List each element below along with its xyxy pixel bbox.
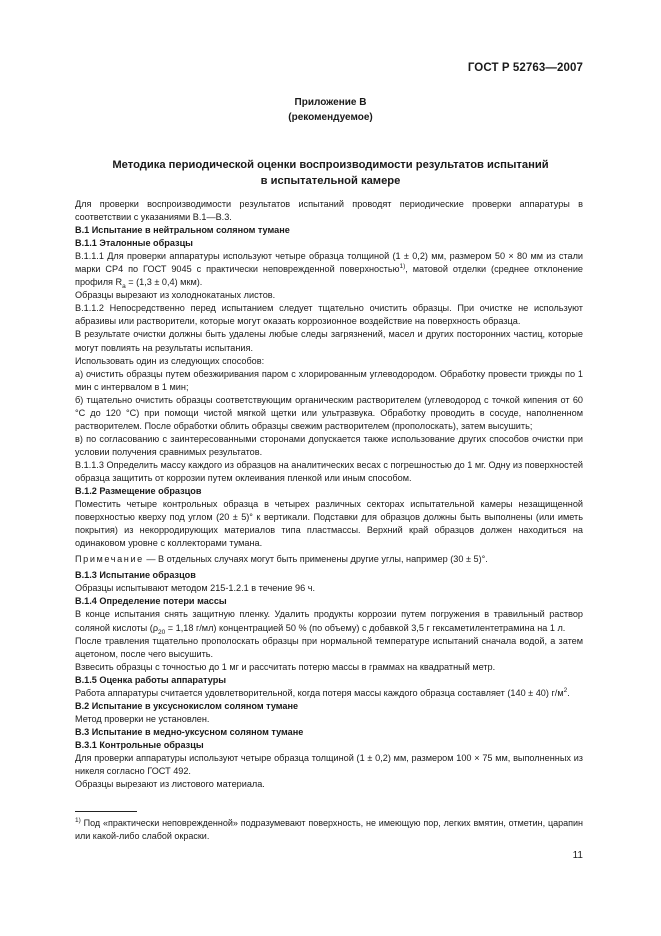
- section-title-line-2: в испытательной камере: [260, 175, 401, 187]
- heading-b11: В.1.1 Эталонные образцы: [75, 238, 193, 249]
- paragraph-result: В результате очистки должны быть удалены любые следы загрязнений, масел и других посторонних частиц, которые могут повлиять на результаты испытания.: [75, 329, 583, 353]
- footnote-text: Под «практически неповрежденной» подразумевают поверхность, не имеющую пор, легких вмятин, отметин, царапин или какой-либо слабой окраски.: [75, 818, 583, 841]
- note-label: Примечание: [75, 554, 144, 565]
- footnote-divider: [75, 811, 137, 812]
- rho-subscript: 20: [158, 628, 166, 636]
- ra-subscript: a: [122, 283, 126, 291]
- list-item-v: в) по согласованию с заинтересованными сторонами допускается также использование других способов очистки при условии получения сравнимых результатов.: [75, 433, 583, 457]
- footnote-marker: 1): [75, 817, 81, 824]
- section-title-line-1: Методика периодической оценки воспроизводимости результатов испытаний: [112, 159, 549, 171]
- b111-text-b: , матовой отделки (среднее отклонение профиля R: [75, 264, 583, 288]
- heading-b31: В.3.1 Контрольные образцы: [75, 739, 204, 750]
- paragraph-b15: [75, 687, 583, 700]
- paragraph-methods: Использовать один из следующих способов:: [75, 355, 265, 366]
- heading-b15: В.1.5 Оценка работы аппаратуры: [75, 674, 227, 685]
- b15-text-a: Работа аппаратуры считается удовлетворительной, когда потеря массы каждого образца составляет (140 ± 40) г/м: [75, 687, 564, 698]
- m2-superscript: 2: [563, 686, 568, 694]
- heading-b2: В.2 Испытание в уксуснокислом соляном тумане: [75, 700, 299, 711]
- paragraph-weigh: Взвесить образцы с точностью до 1 мг и рассчитать потерю массы в граммах на квадратный метр.: [75, 661, 496, 672]
- footnote: [75, 817, 583, 843]
- annex-heading: [0, 95, 661, 125]
- paragraph-b2: Метод проверки не установлен.: [75, 713, 210, 724]
- b15-text-b: .: [567, 687, 570, 698]
- paragraph-b111: [75, 250, 583, 289]
- paragraph-b113: В.1.1.3 Определить массу каждого из образцов на аналитических весах с погрешностью до 1 мг. Одну из поверхностей образца защитить от коррозии путем оклеивания пленкой или иным способом.: [75, 459, 583, 483]
- page-number: 11: [572, 850, 583, 861]
- heading-b1: В.1 Испытание в нейтральном соляном тумане: [75, 225, 290, 236]
- b14-text-b: = 1,18 г/мл) концентрацией 50 % (по объему) с добавкой 3,5 г гексаметилентетрамина на 1 л.: [165, 622, 566, 633]
- paragraph-b13: Образцы испытывают методом 215-1.2.1 в течение 96 ч.: [75, 583, 316, 594]
- b111-text-a: В.1.1.1 Для проверки аппаратуры используют четыре образца толщиной (1 ± 0,2) мм, размером 50 × 80 мм из стали марки СР4 по ГОСТ 9045 с практически неповрежденной поверхностью: [75, 251, 583, 275]
- heading-b12: В.1.2 Размещение образцов: [75, 486, 202, 497]
- note: [75, 553, 583, 566]
- section-title: [0, 157, 661, 189]
- document-body: [75, 198, 583, 791]
- list-item-a: а) очистить образцы путем обезжиривания паром с хлорированным углеводородом. Обработку провести трижды по 1 мин с интервалом в 1 мин;: [75, 368, 583, 392]
- heading-b14: В.1.4 Определение потери массы: [75, 596, 227, 607]
- document-code: ГОСТ Р 52763—2007: [467, 62, 583, 74]
- paragraph-cut: Образцы вырезают из холоднокатаных листов.: [75, 290, 276, 301]
- heading-b13: В.1.3 Испытание образцов: [75, 570, 196, 581]
- paragraph-b14: [75, 608, 583, 634]
- paragraph-intro: Для проверки воспроизводимости результатов испытаний проводят периодические проверки аппаратуры в соответствии с указаниями В.1—В.3.: [75, 199, 583, 223]
- annex-status: (рекомендуемое): [288, 112, 373, 123]
- annex-title: Приложение В: [294, 97, 367, 108]
- footnote-ref: 1): [399, 263, 406, 271]
- b14-text-a: В конце испытания снять защитную пленку. Удалить продукты коррозии путем погружения в травильный раствор соляной кислоты (ρ: [75, 609, 583, 633]
- note-text: — В отдельных случаях могут быть применены другие углы, например (30 ± 5)°.: [143, 554, 488, 565]
- paragraph-b31-cut: Образцы вырезают из листового материала.: [75, 779, 265, 790]
- paragraph-b112: В.1.1.2 Непосредственно перед испытанием следует тщательно очистить образцы. При очистке не используют абразивы или растворители, которые могут оказать коррозионное воздействие на поверхность образца.: [75, 303, 583, 327]
- b111-text-c: = (1,3 ± 0,4) мкм).: [125, 277, 203, 288]
- paragraph-rinse: После травления тщательно прополоскать образцы при нормальной температуре испытаний сначала водой, а затем ацетоном, после чего высушить.: [75, 635, 583, 659]
- paragraph-b31: Для проверки аппаратуры используют четыре образца толщиной (1 ± 0,2) мм, размером 100 × 75 мм, выполненных из никеля согласно ГОСТ 492.: [75, 752, 583, 777]
- heading-b3: В.3 Испытание в медно-уксусном соляном тумане: [75, 726, 304, 737]
- list-item-b: б) тщательно очистить образцы соответствующим органическим растворителем (углеводород с точкой кипения от 60 °С до 120 °С) при помощи чистой мягкой щетки или ультразвука. Обработку проводить в сосуде, наполненном растворителем. После обработки облить образцы свежим растворителем (прополоскать), затем высушить;: [75, 394, 583, 431]
- paragraph-b12: Поместить четыре контрольных образца в четырех различных секторах испытательной камеры незащищенной поверхностью кверху под углом (20 ± 5)° к вертикали. Подставки для образцов должны быть выполнены (или иметь покрытия) из некорродирующих материалов типа пластмассы. Верхний край образцов должен находиться на одинаковом уровне с коллекторами тумана.: [75, 499, 583, 549]
